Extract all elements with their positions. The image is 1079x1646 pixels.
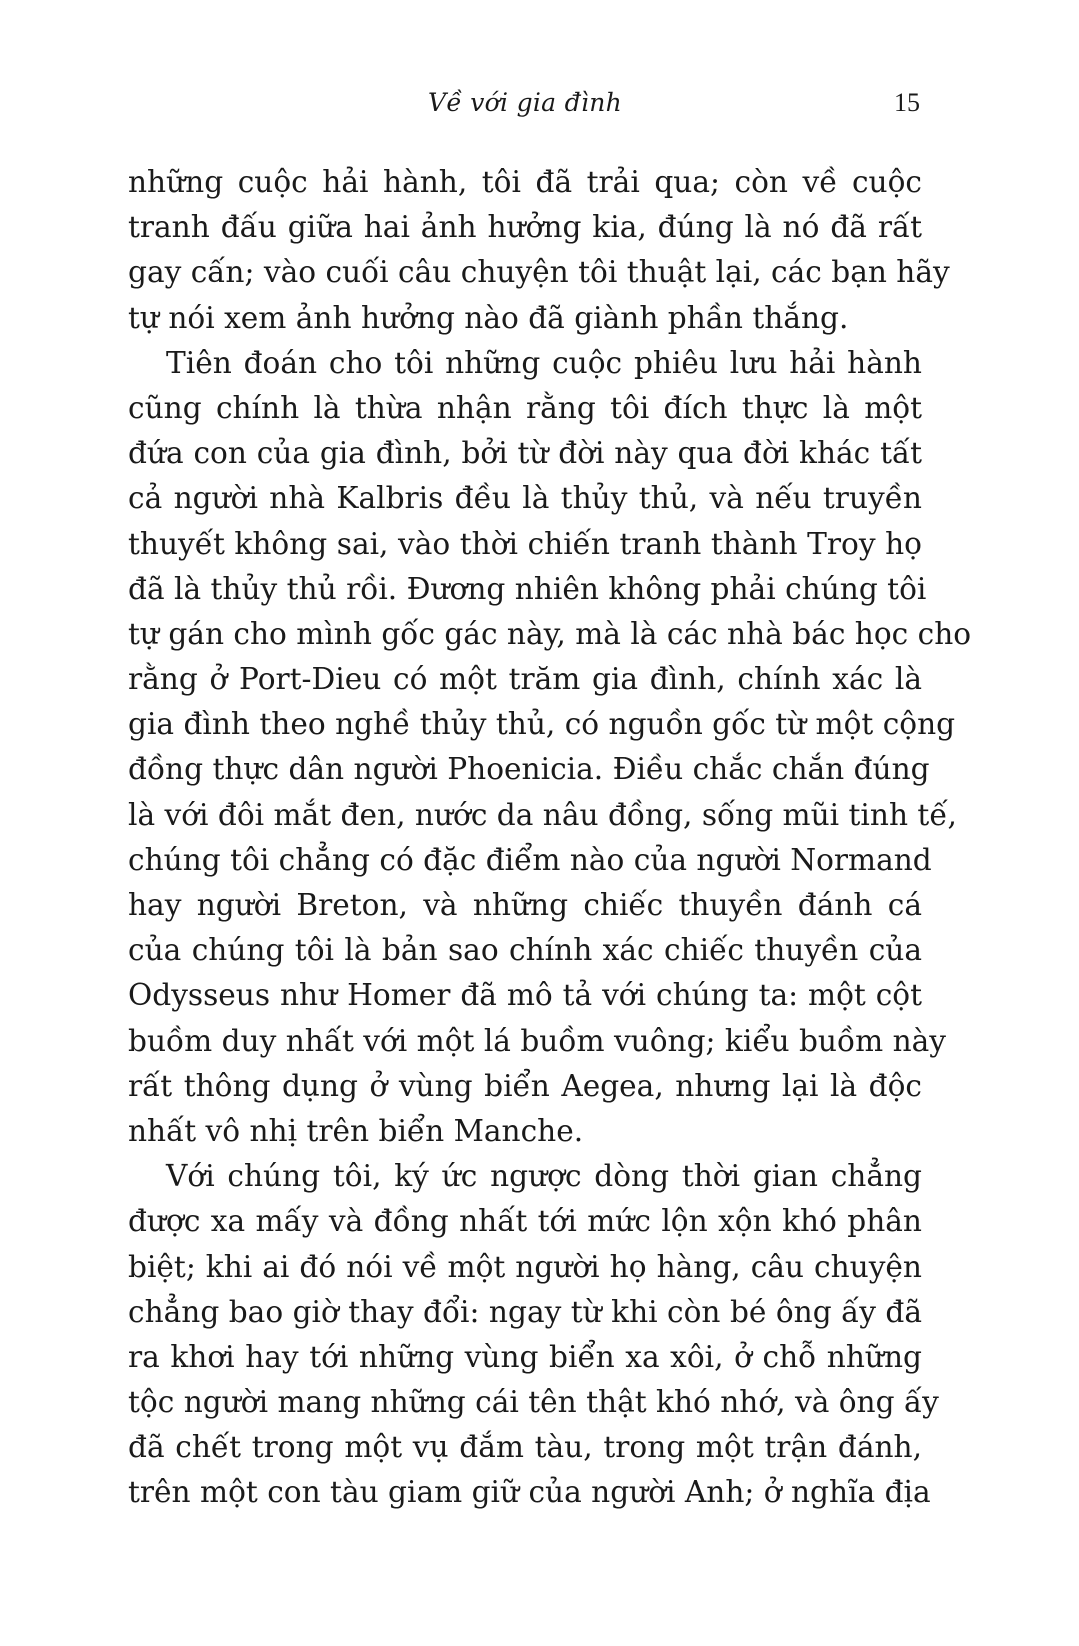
text-line: của chúng tôi là bản sao chính xác chiếc thuyền của — [128, 933, 922, 968]
paragraph — [128, 341, 972, 1154]
page-number: 15 — [894, 88, 920, 117]
text-line: ra khơi hay tới những vùng biển xa xôi, ở chỗ những — [128, 1339, 922, 1374]
text-line: Tiên đoán cho tôi những cuộc phiêu lưu hải hành — [166, 345, 922, 380]
text-line: tộc người mang những cái tên thật khó nhớ, và ông ấy — [128, 1385, 939, 1420]
paragraph — [128, 160, 950, 341]
running-head — [130, 88, 920, 128]
text-line: tự gán cho mình gốc gác này, mà là các nhà bác học cho — [128, 616, 972, 651]
text-line: Với chúng tôi, ký ức ngược dòng thời gian chẳng — [166, 1159, 922, 1194]
text-line: được xa mấy và đồng nhất tới mức lộn xộn khó phân — [128, 1204, 922, 1239]
text-line: cũng chính là thừa nhận rằng tôi đích thực là một — [128, 390, 922, 425]
text-line: những cuộc hải hành, tôi đã trải qua; còn về cuộc — [128, 165, 922, 199]
text-line: đồng thực dân người Phoenicia. Điều chắc chắn đúng — [128, 752, 930, 787]
text-line: cả người nhà Kalbris đều là thủy thủ, và nếu truyền — [128, 481, 922, 516]
text-line: gay cấn; vào cuối câu chuyện tôi thuật lại, các bạn hãy — [128, 255, 950, 290]
text-line: rất thông dụng ở vùng biển Aegea, nhưng lại là độc — [128, 1068, 922, 1103]
text-line: chẳng bao giờ thay đổi: ngay từ khi còn bé ông ấy đã — [128, 1294, 922, 1329]
text-line: là với đôi mắt đen, nước da nâu đồng, sống mũi tinh tế, — [128, 797, 957, 832]
text-line: tranh đấu giữa hai ảnh hưởng kia, đúng là nó đã rất — [128, 210, 922, 245]
text-line: hay người Breton, và những chiếc thuyền đánh cá — [128, 888, 922, 922]
text-line: đã là thủy thủ rồi. Đương nhiên không phải chúng tôi — [128, 571, 927, 606]
text-line: gia đình theo nghề thủy thủ, có nguồn gốc từ một cộng — [128, 707, 956, 742]
text-line: buồm duy nhất với một lá buồm vuông; kiểu buồm này — [128, 1023, 946, 1058]
text-line: trên một con tàu giam giữ của người Anh; ở nghĩa địa — [128, 1475, 931, 1510]
text-line: biệt; khi ai đó nói về một người họ hàng, câu chuyện — [128, 1249, 922, 1284]
text-line: chúng tôi chẳng có đặc điểm nào của người Normand — [128, 842, 932, 877]
text-line: đã chết trong một vụ đắm tàu, trong một trận đánh, — [128, 1430, 922, 1465]
text-line: đứa con của gia đình, bởi từ đời này qua đời khác tất — [128, 436, 922, 471]
text-line: Odysseus như Homer đã mô tả với chúng ta: một cột — [128, 978, 922, 1013]
body-text — [128, 160, 972, 1516]
text-line: thuyết không sai, vào thời chiến tranh thành Troy họ — [128, 526, 922, 561]
text-line: tự nói xem ảnh hưởng nào đã giành phần thắng. — [128, 300, 849, 335]
chapter-title: Về với gia đình — [427, 88, 623, 117]
text-line: rằng ở Port-Dieu có một trăm gia đình, chính xác là — [128, 662, 922, 697]
paragraph — [128, 1154, 939, 1516]
text-line: nhất vô nhị trên biển Manche. — [128, 1113, 584, 1148]
